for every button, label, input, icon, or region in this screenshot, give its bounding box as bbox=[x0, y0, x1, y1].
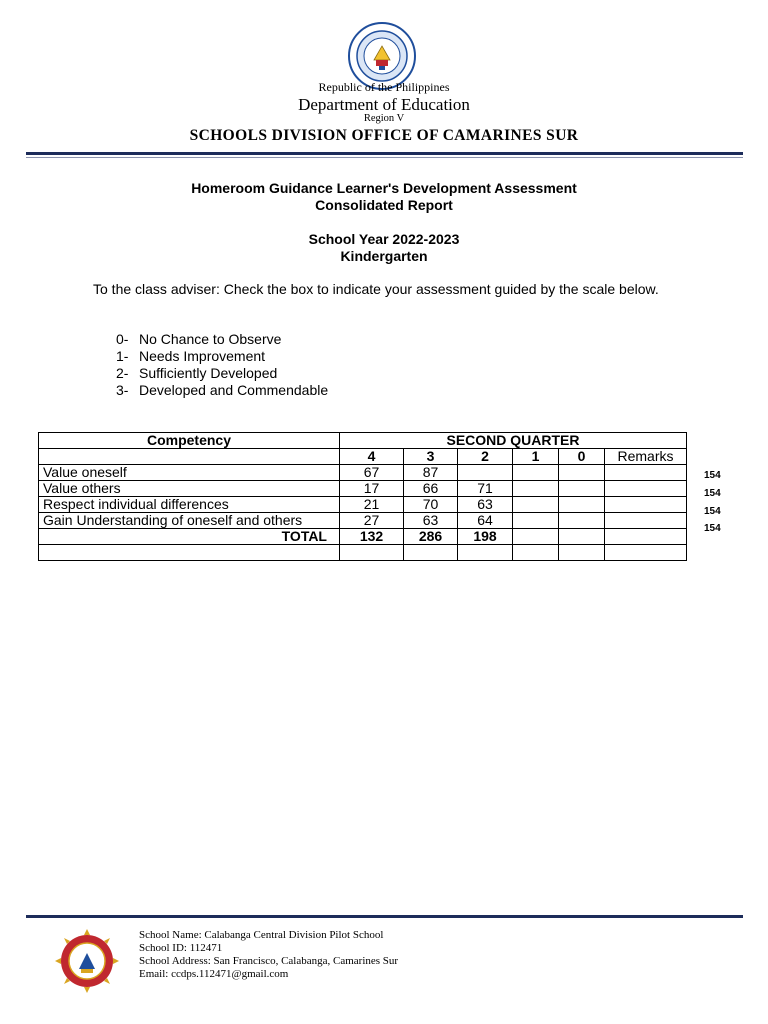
row-total-side: 154 bbox=[704, 470, 721, 481]
scale-item: 0- No Chance to Observe bbox=[116, 331, 282, 347]
total-score-4: 132 bbox=[340, 529, 404, 545]
cell-score-2[interactable] bbox=[458, 465, 513, 481]
competency-label: Gain Understanding of oneself and others bbox=[39, 513, 340, 529]
instructions: To the class adviser: Check the box to indicate your assessment guided by the scale below. bbox=[93, 281, 659, 297]
assessment-table bbox=[38, 432, 687, 561]
total-label: TOTAL bbox=[39, 529, 340, 545]
cell-score-3[interactable]: 63 bbox=[404, 513, 458, 529]
header-department: Department of Education bbox=[298, 95, 470, 114]
table-subheader-row bbox=[39, 449, 687, 465]
score-header: 0 bbox=[559, 449, 605, 465]
cell-score-1[interactable] bbox=[513, 513, 559, 529]
cell-remarks[interactable] bbox=[605, 497, 687, 513]
cell-score-2[interactable]: 63 bbox=[458, 497, 513, 513]
competency-header: Competency bbox=[39, 433, 340, 449]
cell-remarks[interactable] bbox=[605, 465, 687, 481]
score-header: 4 bbox=[340, 449, 404, 465]
empty-row bbox=[39, 545, 687, 561]
cell-score-4[interactable]: 21 bbox=[340, 497, 404, 513]
row-total-side: 154 bbox=[704, 523, 721, 534]
school-email: Email: ccdps.112471@gmail.com bbox=[139, 968, 289, 980]
table-row bbox=[39, 465, 687, 481]
school-year: School Year 2022-2023 bbox=[308, 231, 460, 247]
cell-score-1[interactable] bbox=[513, 465, 559, 481]
cell-score-1[interactable] bbox=[513, 481, 559, 497]
school-info bbox=[139, 929, 398, 981]
competency-label: Respect individual differences bbox=[39, 497, 340, 513]
footer-divider bbox=[26, 915, 743, 918]
scale-list bbox=[116, 331, 328, 399]
header-divider bbox=[26, 152, 743, 158]
score-header: 3 bbox=[404, 449, 458, 465]
table-row bbox=[39, 481, 687, 497]
cell-score-1[interactable] bbox=[513, 497, 559, 513]
scale-item: 2- Sufficiently Developed bbox=[116, 365, 278, 381]
cell-score-3[interactable]: 70 bbox=[404, 497, 458, 513]
cell-score-4[interactable]: 67 bbox=[340, 465, 404, 481]
grade-level: Kindergarten bbox=[340, 248, 428, 264]
total-score-3: 286 bbox=[404, 529, 458, 545]
cell-score-0[interactable] bbox=[559, 465, 605, 481]
cell-score-2[interactable]: 71 bbox=[458, 481, 513, 497]
header-division: SCHOOLS DIVISION OFFICE OF CAMARINES SUR bbox=[189, 127, 579, 144]
score-header: 1 bbox=[513, 449, 559, 465]
table-row bbox=[39, 513, 687, 529]
cell-score-0[interactable] bbox=[559, 497, 605, 513]
school-address: School Address: San Francisco, Calabanga, Camarines Sur bbox=[139, 955, 399, 967]
quarter-header: SECOND QUARTER bbox=[340, 433, 687, 449]
school-id: School ID: 112471 bbox=[139, 942, 223, 954]
header-region: Region V bbox=[363, 113, 405, 124]
score-header: 2 bbox=[458, 449, 513, 465]
cell-score-0[interactable] bbox=[559, 513, 605, 529]
table-header-row bbox=[39, 433, 687, 449]
cell-score-4[interactable]: 17 bbox=[340, 481, 404, 497]
cell-remarks[interactable] bbox=[605, 481, 687, 497]
total-row bbox=[39, 529, 687, 545]
competency-label: Value others bbox=[39, 481, 340, 497]
cell-score-3[interactable]: 87 bbox=[404, 465, 458, 481]
total-score-2: 198 bbox=[458, 529, 513, 545]
competency-label: Value oneself bbox=[39, 465, 340, 481]
cell-score-0[interactable] bbox=[559, 481, 605, 497]
scale-item: 3- Developed and Commendable bbox=[116, 382, 329, 398]
report-subtitle: Consolidated Report bbox=[315, 197, 453, 213]
scale-item: 1- Needs Improvement bbox=[116, 348, 266, 364]
school-logo bbox=[55, 929, 119, 993]
row-total-side: 154 bbox=[704, 506, 721, 517]
report-title: Homeroom Guidance Learner's Development Assessment bbox=[191, 180, 577, 196]
cell-remarks[interactable] bbox=[605, 513, 687, 529]
table-row bbox=[39, 497, 687, 513]
cell-score-2[interactable]: 64 bbox=[458, 513, 513, 529]
cell-score-3[interactable]: 66 bbox=[404, 481, 458, 497]
cell-score-4[interactable]: 27 bbox=[340, 513, 404, 529]
header-republic: Republic of the Philippines bbox=[318, 80, 450, 94]
school-name: School Name: Calabanga Central Division Pilot School bbox=[139, 929, 384, 941]
remarks-header: Remarks bbox=[605, 449, 687, 465]
row-total-side: 154 bbox=[704, 488, 721, 499]
